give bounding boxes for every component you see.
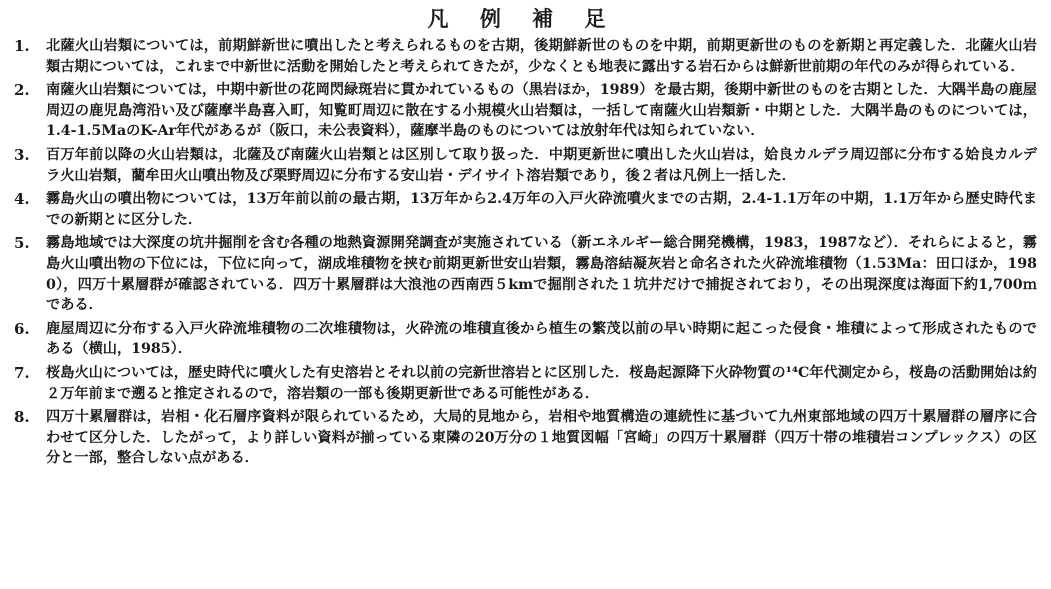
- note-text: 北薩火山岩類については，前期鮮新世に噴出したと考えられるものを古期，後期鮮新世のものを中期，前期更新世のものを新期と再定義した．北薩火山岩類古期については，これまで中新世に活動を開始したと考えられてきたが，少なくとも地表に露出する岩石からは鮮新世前期の年代のみが得られている．: [46, 38, 1037, 75]
- note-item-5: [8, 233, 1037, 315]
- note-number: 6.: [14, 319, 30, 338]
- note-text: 百万年前以降の火山岩類は，北薩及び南薩火山岩類とは区別して取り扱った．中期更新世に噴出した火山岩は，姶良カルデラ周辺部に分布する姶良カルデラ火山岩類，藺牟田火山噴出物及び栗野周辺に分布する安山岩・デイサイト溶岩類であり，後２者は凡例上一括した．: [46, 146, 1037, 184]
- note-item-3: [8, 145, 1037, 186]
- note-number: 2.: [14, 81, 30, 100]
- note-number: 5.: [14, 234, 30, 253]
- note-item-7: [8, 363, 1037, 404]
- note-number: 4.: [14, 190, 30, 209]
- note-number: 8.: [14, 408, 30, 427]
- note-item-2: [8, 80, 1037, 142]
- note-text: 霧島火山の噴出物については，13万年前以前の最古期，13万年から2.4万年の入戸火砕流噴火までの古期，2.4-1.1万年の中期，1.1万年から歴史時代までの新期とに区分した．: [46, 191, 1037, 228]
- note-number: 1.: [14, 37, 30, 55]
- note-item-1: [8, 36, 1037, 77]
- note-number: 3.: [14, 145, 30, 164]
- note-text: 南薩火山岩類については，中期中新世の花岡閃緑斑岩に貫かれているもの（黒岩ほか，1989）を最古期，後期中新世のものを古期とした．大隅半島の鹿屋周辺の鹿児島湾沿い及び薩摩半島喜入町，知覧町周辺に散在する小規模火山岩類は，一括して南薩火山岩類新・中期とした．大隅半島のものについては，1.4-1.5MaのK-Ar年代があるが（阪口，未公表資料），薩摩半島のものについては放射年代は知られていない．: [46, 82, 1037, 140]
- page-title: 凡 例 補 足: [427, 6, 618, 31]
- note-text: 霧島地域では大深度の坑井掘削を含む各種の地熱資源開発調査が実施されている（新エネルギー総合開発機構，1983，1987など）．それらによると，霧島火山噴出物の下位には，下位に向って，湖成堆積物を挟む前期更新世安山岩類，霧島溶結凝灰岩と命名された火砕流堆積物（1.53Ma：田口ほか，1980），四万十累層群が確認されている．四万十累層群は大浪池の西南西５kmで掘削された１坑井だけで捕捉されており，その出現深度は海面下約1,700ｍである．: [46, 235, 1037, 314]
- note-item-4: [8, 189, 1037, 230]
- notes-list: [8, 36, 1037, 469]
- note-number: 7.: [14, 363, 30, 382]
- note-text: 四万十累層群は，岩相・化石層序資料が限られているため，大局的見地から，岩相や地質構造の連続性に基づいて九州東部地域の四万十累層群の層序に合わせて区分した．したがって，より詳しい資料が揃っている東隣の20万分の１地質図幅「宮崎」の四万十累層群（四万十帯の堆積岩コンプレックス）の区分と一部，整合しない点がある．: [46, 409, 1037, 467]
- note-text: 桜島火山については，歴史時代に噴火した有史溶岩とそれ以前の完新世溶岩とに区別した．桜島起源降下火砕物質の¹⁴C年代測定から，桜島の活動開始は約２万年前まで遡ると推定されるので，溶岩類の一部も後期更新世である可能性がある．: [46, 364, 1037, 402]
- note-text: 鹿屋周辺に分布する入戸火砕流堆積物の二次堆積物は，火砕流の堆積直後から植生の繁茂以前の早い時期に起こった侵食・堆積によって形成されたものである（横山，1985）．: [46, 320, 1037, 358]
- note-item-8: [8, 407, 1037, 469]
- note-item-6: [8, 319, 1037, 360]
